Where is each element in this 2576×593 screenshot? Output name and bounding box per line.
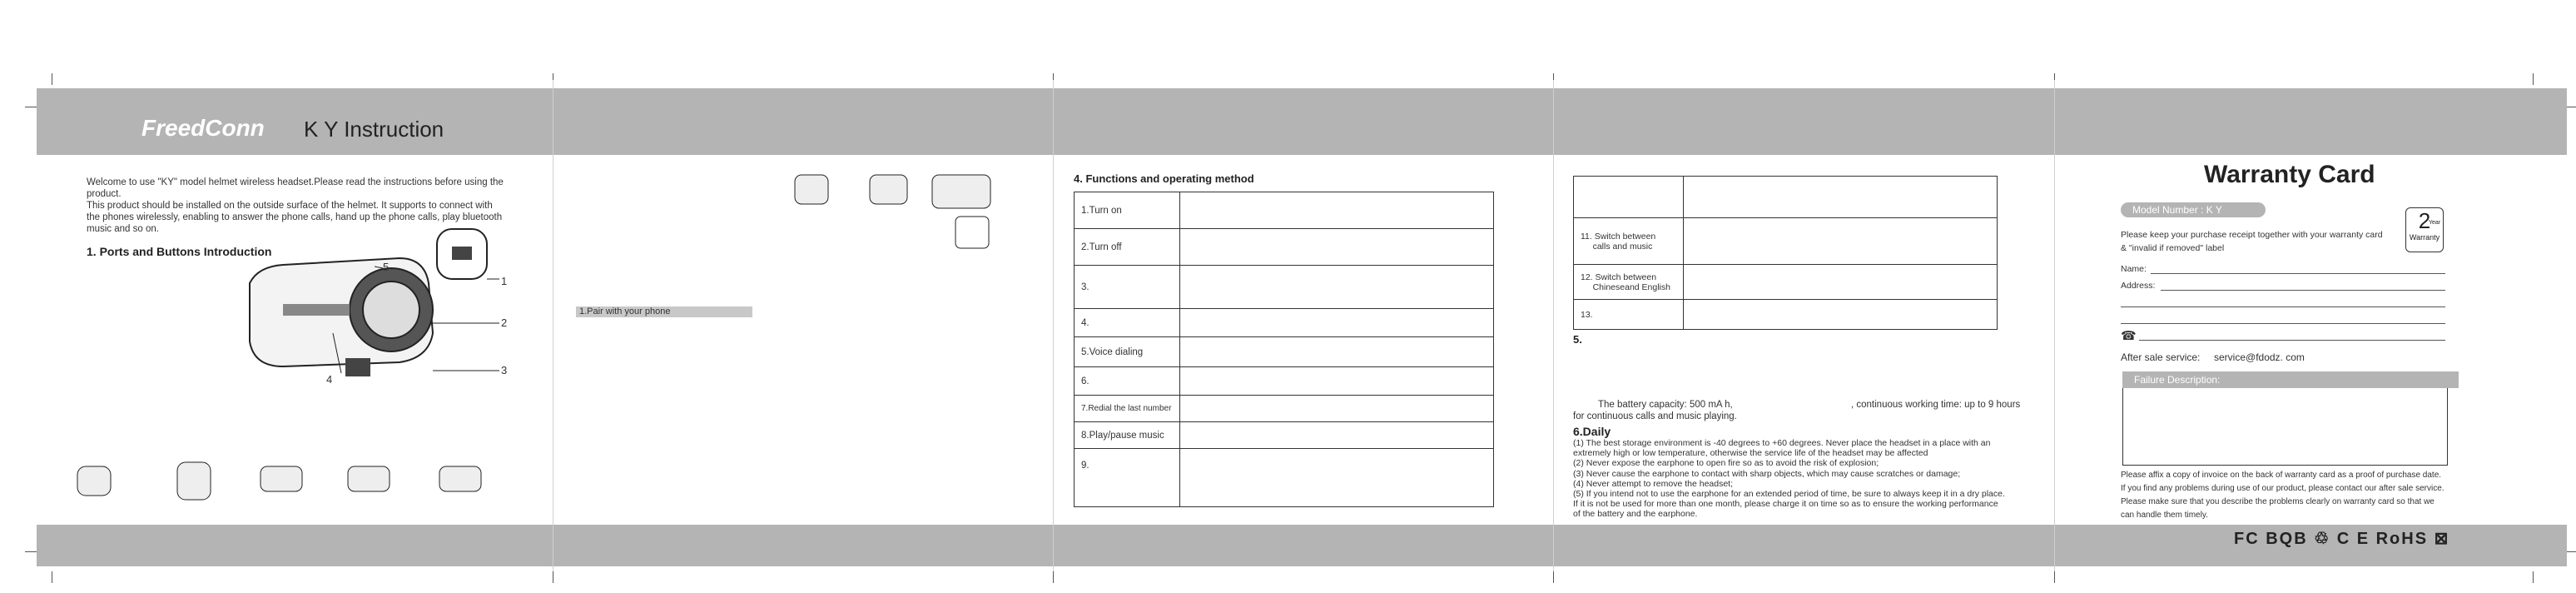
battery-text-line2: for continuous calls and music playing. [1573, 411, 1737, 421]
warranty-badge [2405, 207, 2444, 252]
address-field-line-2[interactable] [2121, 306, 2445, 307]
keep-receipt-line2: & "invalid if removed" label [2121, 243, 2225, 253]
function-label: 11. Switch between calls and music [1574, 218, 1684, 265]
function-row [1075, 337, 1494, 367]
address-field-line-3[interactable] [2121, 323, 2445, 324]
function-value [1684, 265, 1998, 300]
function-value [1180, 449, 1494, 507]
functions-title: 4. Functions and operating method [1074, 172, 1254, 185]
function-label: 8.Play/pause music [1075, 422, 1180, 449]
function-row [1574, 265, 1998, 300]
failure-description-label: Failure Description: [2122, 371, 2459, 388]
name-field-line[interactable] [2151, 273, 2445, 274]
function-label: 13. [1574, 300, 1684, 330]
function-row [1574, 177, 1998, 218]
daily-line: (1) The best storage environment is -40 degrees to +60 degrees. Never place the headset in a place with an [1573, 438, 1991, 448]
intro-line: product. [87, 189, 122, 199]
document-title: K Y Instruction [304, 117, 444, 142]
warranty-footer-line: Please affix a copy of invoice on the back of warranty card as a proof of purchase date. [2121, 471, 2442, 480]
ports-section-title: 1. Ports and Buttons Introduction [87, 245, 272, 258]
battery-text-right: , continuous working time: up to 9 hours [1851, 400, 2021, 410]
function-label [1574, 177, 1684, 218]
function-value [1180, 266, 1494, 309]
address-label: Address: [2121, 281, 2156, 291]
functions-table-continued [1573, 176, 1998, 330]
function-value [1180, 229, 1494, 266]
function-row [1075, 422, 1494, 449]
intro-line: music and so on. [87, 224, 159, 234]
warranty-footer-line: can handle them timely. [2121, 511, 2208, 520]
function-row [1574, 300, 1998, 330]
function-label: 9. [1075, 449, 1180, 507]
function-value [1684, 218, 1998, 265]
function-label: 6. [1075, 367, 1180, 396]
function-value [1180, 396, 1494, 422]
phone-field-line[interactable] [2139, 340, 2445, 341]
daily-title: 6.Daily [1573, 425, 1611, 438]
battery-text-left: The battery capacity: 500 mA h, [1598, 400, 1733, 410]
after-sale-email: service@fdodz. com [2214, 351, 2305, 363]
warranty-footer-text [2121, 469, 2487, 522]
callout-4: 4 [326, 373, 333, 386]
function-row [1075, 396, 1494, 422]
section-5-title: 5. [1573, 333, 1582, 346]
crop-mark [1053, 571, 1054, 583]
function-row [1574, 218, 1998, 265]
daily-line: of the battery and the earphone. [1573, 509, 1698, 520]
daily-line: (2) Never expose the earphone to open fire so as to avoid the risk of explosion; [1573, 458, 1879, 469]
model-number-label: Model Number : K Y [2121, 202, 2266, 217]
address-field-line[interactable] [2161, 290, 2445, 291]
function-value [1180, 422, 1494, 449]
function-row [1075, 309, 1494, 337]
pair-phone-label: 1.Pair with your phone [576, 306, 752, 317]
fold-line [2054, 80, 2055, 571]
daily-text [1573, 438, 2039, 520]
callout-5: 5 [383, 261, 390, 273]
function-row [1075, 367, 1494, 396]
function-row [1075, 192, 1494, 229]
headset-illustration [233, 225, 516, 391]
function-label: 4. [1075, 309, 1180, 337]
intro-line: the phones wirelessly, enabling to answer the phone calls, hand up the phone calls, play bluetooth [87, 212, 503, 222]
warranty-years: 2 [2418, 208, 2431, 233]
warranty-badge-label: Warranty [2409, 233, 2440, 242]
crop-mark [2533, 571, 2534, 583]
daily-line: extremely high or low temperature, otherwise the service life of the headset may be affected [1573, 448, 1928, 459]
functions-table [1074, 192, 1494, 507]
crop-mark [2567, 551, 2576, 552]
callout-1: 1 [501, 275, 508, 287]
callout-2: 2 [501, 316, 508, 329]
crop-mark [2533, 73, 2534, 85]
function-value [1684, 177, 1998, 218]
function-label: 2.Turn off [1075, 229, 1180, 266]
footer-band [37, 525, 2567, 566]
failure-description-box[interactable] [2122, 388, 2448, 466]
fold-line [1553, 80, 1554, 571]
function-value [1180, 337, 1494, 367]
function-label: 5.Voice dialing [1075, 337, 1180, 367]
fold-line [1053, 80, 1054, 571]
warranty-footer-line: If you find any problems during use of our product, please contact our after sale service. [2121, 484, 2444, 493]
certification-marks: FC BQB ♲ C E RoHS ⊠ [2234, 530, 2450, 548]
keep-receipt-line1: Please keep your purchase receipt together with your warranty card [2121, 230, 2383, 240]
phone-icon: ☎ [2121, 329, 2137, 343]
name-label: Name: [2121, 264, 2147, 274]
warranty-title: Warranty Card [2204, 161, 2375, 188]
daily-line: (5) If you intend not to use the earphone for an extended period of time, be sure to always keep it in a dry place. [1573, 489, 2005, 500]
crop-mark [1553, 571, 1554, 583]
intro-line: This product should be installed on the outside surface of the helmet. It supports to connect with [87, 201, 493, 211]
daily-line: (3) Never cause the earphone to contact with sharp objects, which may cause scratches or damage; [1573, 468, 1961, 479]
crop-mark [2054, 571, 2055, 583]
install-steps-illustration [73, 458, 539, 508]
pairing-illustration [791, 171, 999, 254]
function-label: 7.Redial the last number [1075, 396, 1180, 422]
crop-mark [25, 551, 37, 552]
warranty-footer-line: Please make sure that you describe the problems clearly on warranty card so that we [2121, 497, 2435, 506]
function-row [1075, 229, 1494, 266]
function-label: 3. [1075, 266, 1180, 309]
function-value [1180, 367, 1494, 396]
function-label: 12. Switch between Chineseand English [1574, 265, 1684, 300]
intro-line: Welcome to use "KY" model helmet wireless headset.Please read the instructions before using the [87, 177, 504, 187]
function-value [1180, 192, 1494, 229]
function-row [1075, 449, 1494, 507]
function-value [1180, 309, 1494, 337]
function-row [1075, 266, 1494, 309]
warranty-year-label: Year [2429, 220, 2441, 226]
function-label: 1.Turn on [1075, 192, 1180, 229]
brand-logo: FreedConn [141, 115, 265, 141]
function-value [1684, 300, 1998, 330]
callout-3: 3 [501, 364, 508, 376]
daily-line: If it is not be used for more than one month, please charge it on time so as to ensure the working performance [1573, 499, 1998, 510]
after-sale-label: After sale service: [2121, 351, 2201, 363]
daily-line: (4) Never attempt to remove the headset; [1573, 478, 1734, 489]
